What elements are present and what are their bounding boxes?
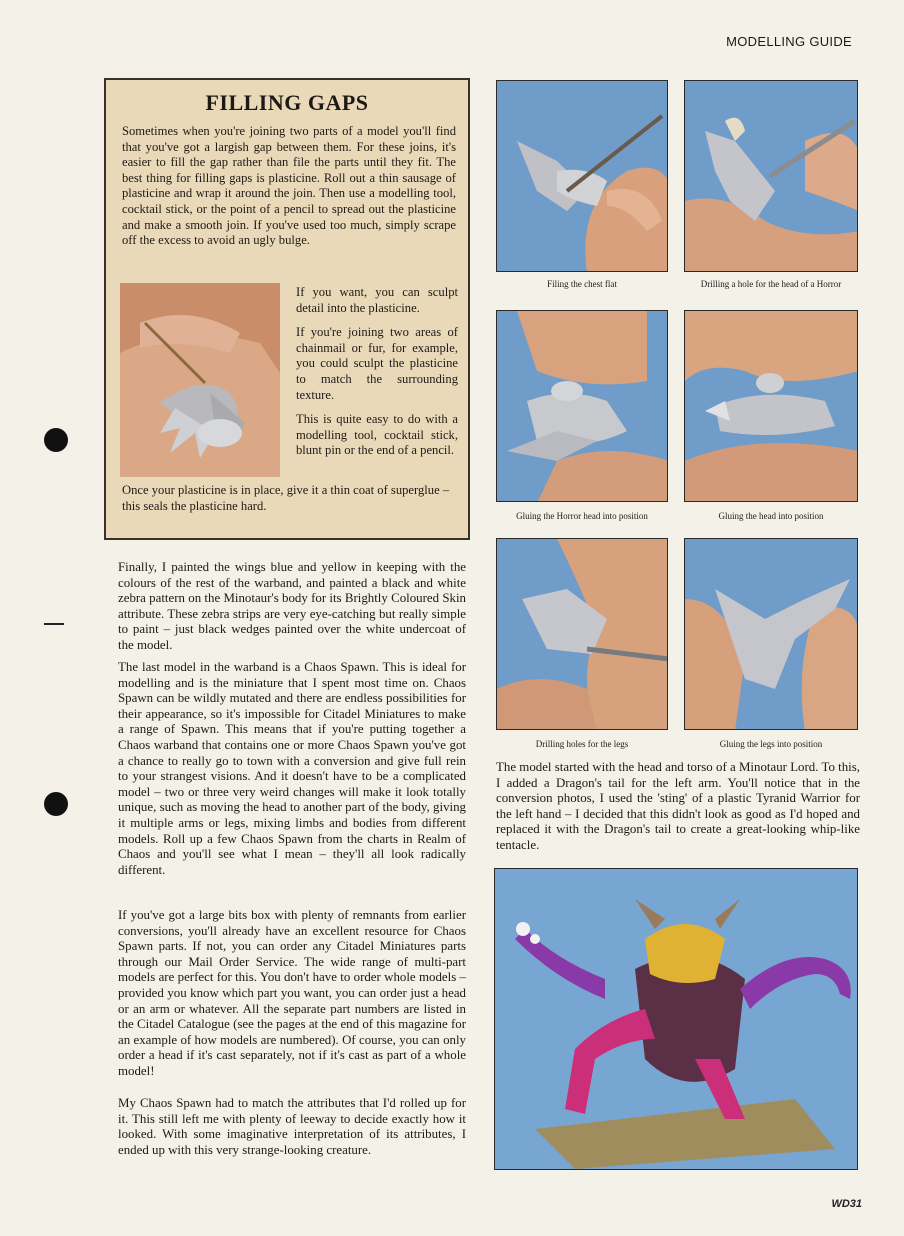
filling-gaps-boxout [104, 78, 470, 540]
caption-1: Filing the chest flat [547, 279, 617, 289]
caption-5: Drilling holes for the legs [535, 739, 629, 749]
page-code: WD31 [831, 1198, 862, 1210]
boxout-side-p2: If you're joining two areas of chainmail or fur, for example, you could sculpt the plasticine to match the surrounding texture. [296, 325, 458, 402]
body-paragraph-3: If you've got a large bits box with plenty of remnants from earlier conversions, you'll already have an excellent resource for Chaos Spawn parts. If not, you can order any Citadel Miniatures parts through our Mail Order Service. The wide range of multi-part models are perfect for this. You don't have to order whole models – provided you know which part you want, you can order just a head or an arm or whatever. All the separate part numbers are listed in the Citadel Catalogue (see the pages at the end of this magazine for an example of how models are numbered). Of course, you can only order a head if it's cast separately, not if it's cast as part of a whole model! [118, 908, 466, 1078]
body-paragraph-2: The last model in the warband is a Chaos Spawn. This is ideal for modelling and is the miniature that I spent most time on. Chaos Spawn can be wildly mutated and there are endless possibilities for their appearance, so it's impossible for Citadel Miniatures to make a range of Spawn. This means that if you're putting together a Chaos warband that contains one or more Chaos Spawn you've got a chance to really go to town with a conversion and give full rein to your strangest visions. And it doesn't have to be a complicated model – two or three very weird changes will make it look totally unique, such as moving the head to another part of the body, giving it multiple arms or legs, mixing limbs and bodies from different models. Roll up a few Chaos Spawn from the charts in Realm of Chaos and you'll see what I mean – they'll all look radically different. [118, 660, 466, 877]
photo-filing-chest [496, 80, 668, 272]
photo-gluing-legs [684, 538, 858, 730]
body-paragraph-3-wrap [118, 908, 466, 1080]
photo-drilling-legs [496, 538, 668, 730]
photo-gluing-head [684, 310, 858, 502]
photo-drilling-head [684, 80, 858, 272]
section-header: MODELLING GUIDE [726, 34, 852, 49]
body-paragraph-1: Finally, I painted the wings blue and yellow in keeping with the colours of the rest of the warband, and painted a black and white zebra pattern on the Minotaur's body for its Brightly Coloured Skin attribute. These zebra strips are very eye-catching but really simple to paint – just black wedges painted over the white undercoat of the model. [118, 560, 466, 652]
boxout-side-p1: If you want, you can sculpt detail into the plasticine. [296, 285, 458, 315]
punch-hole-bottom [44, 792, 68, 816]
boxout-outro: Once your plasticine is in place, give it a thin coat of superglue – this seals the plasticine hard. [122, 483, 450, 513]
punch-hole-top [44, 428, 68, 452]
photo-chaos-spawn [494, 868, 858, 1170]
body-paragraph-1-wrap [118, 560, 466, 654]
body-paragraph-2-wrap [118, 660, 466, 878]
caption-2: Drilling a hole for the head of a Horror [700, 279, 842, 289]
caption-4: Gluing the head into position [718, 511, 824, 521]
body-paragraph-4: My Chaos Spawn had to match the attributes that I'd rolled up for it. This still left me with plenty of leeway to decide exactly how it looked. With some imaginative interpretation of its attributes, I ended up with this very strange-looking creature. [118, 1096, 466, 1157]
right-column-paragraph: The model started with the head and torso of a Minotaur Lord. To this, I added a Dragon's tail for the left arm. You'll notice that in the conversion photos, I used the 'sting' of a plastic Tyranid Warrior for the left hand – I decided that this didn't look as good as I'd hoped and replaced it with the Dragon's tail to create a great-looking whip-like tentacle. [496, 760, 860, 852]
caption-6: Gluing the legs into position [719, 739, 823, 749]
boxout-side-p3: This is quite easy to do with a modelling tool, cocktail stick, blunt pin or the end of a pencil. [296, 412, 458, 458]
margin-tick [44, 623, 64, 625]
boxout-photo [120, 283, 280, 477]
boxout-intro: Sometimes when you're joining two parts of a model you'll find that you've got a largish gap between them. For these joins, it's easier to fill the gap rather than file the parts until they fit. The best thing for filling gaps is plasticine. Roll out a thin sausage of plasticine and wrap it around the join. Then use a modelling tool, cocktail stick, or the point of a pencil to spread out the plasticine and make a smooth join. If you've used too much, simply scrape off the excess to avoid an ugly bulge. [122, 124, 456, 248]
boxout-side-text [296, 285, 458, 468]
caption-3: Gluing the Horror head into position [516, 511, 648, 521]
body-paragraph-4-wrap [118, 1096, 466, 1158]
boxout-title: FILLING GAPS [205, 90, 369, 115]
photo-gluing-horror-head [496, 310, 668, 502]
